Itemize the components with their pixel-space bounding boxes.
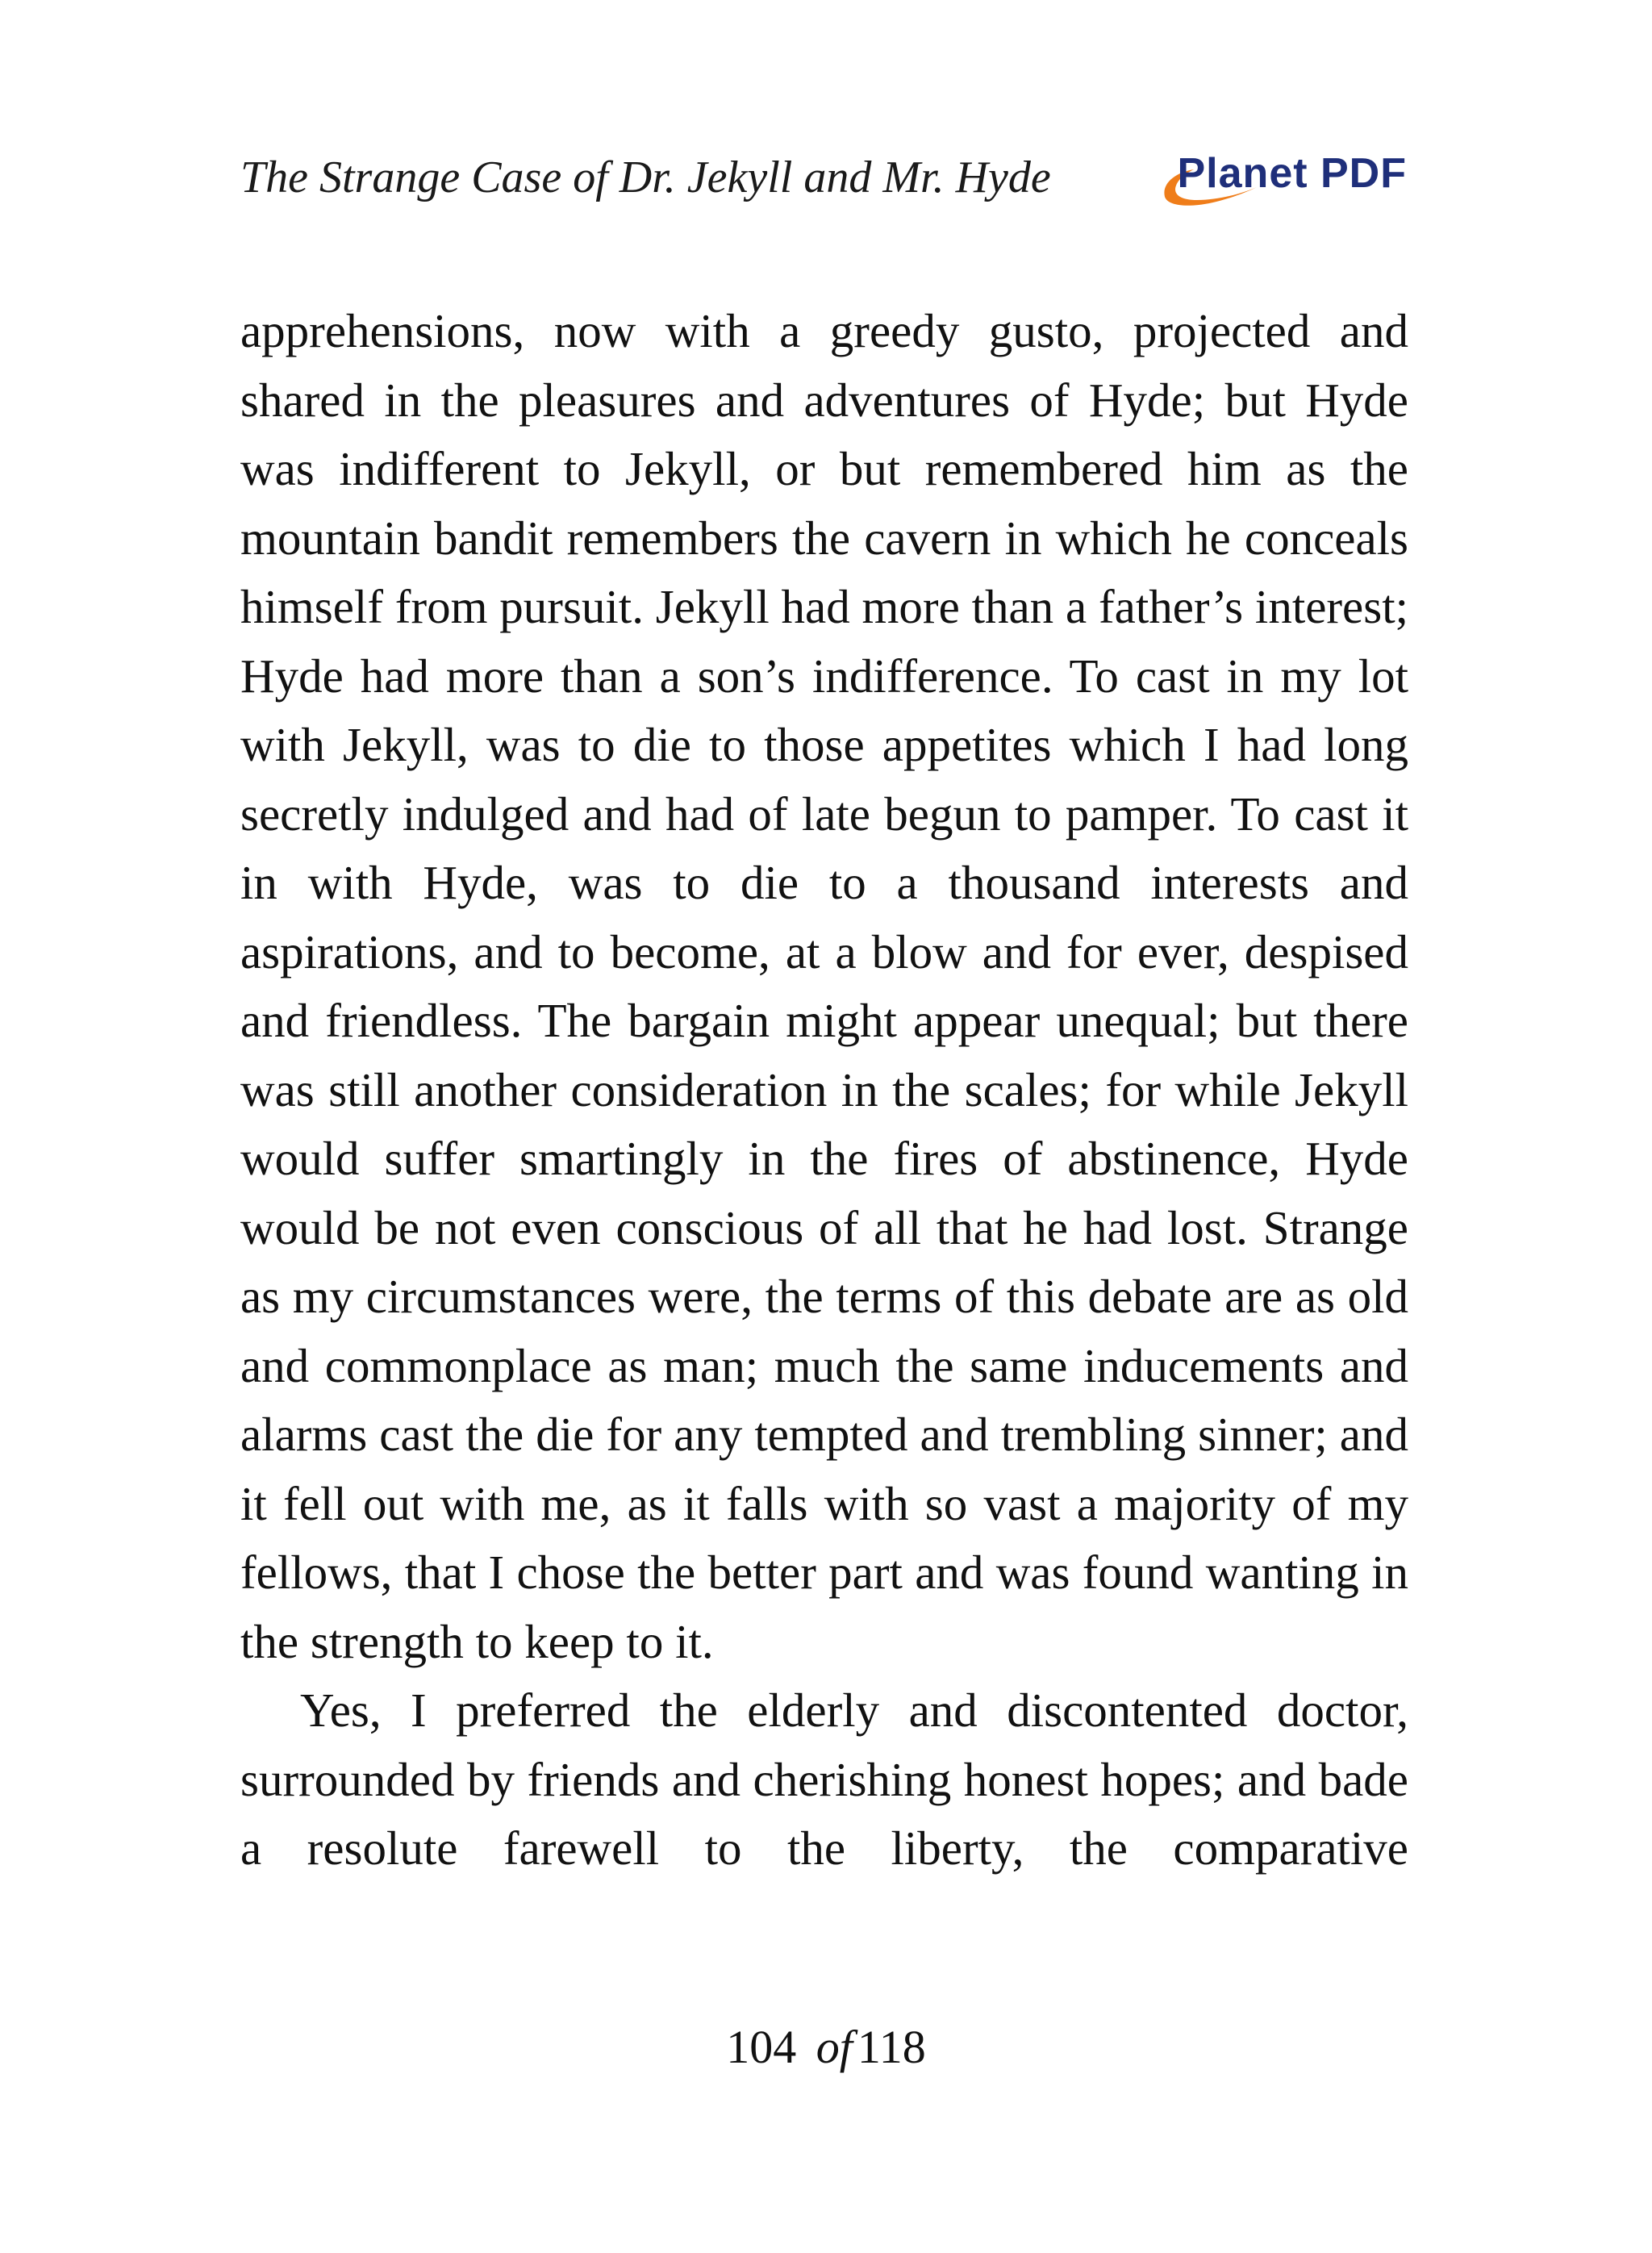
page-header (240, 145, 1408, 218)
paragraph-1: apprehensions, now with a greedy gusto, projected and shared in the pleasures and adventures of Hyde; but Hyde was indifferent to Jekyll, or but remembered him as the mountain bandit remembers the cavern in which he conceals himself from pursuit. Jekyll had more than a father’s interest; Hyde had more than a son’s indifference. To cast in my lot with Jekyll, was to die to those appetites which I had long secretly indulged and had of late begun to pamper. To cast it in with Hyde, was to die to a thousand interests and aspirations, and to become, at a blow and for ever, despised and friendless. The bargain might appear unequal; but there was still another consideration in the scales; for while Jekyll would suffer smartingly in the fires of abstinence, Hyde would be not even conscious of all that he had lost. Strange as my circumstances were, the terms of this debate are as old and commonplace as man; much the same inducements and alarms cast the die for any tempted and trembling sinner; and it fell out with me, as it falls with so vast a majority of my fellows, that I chose the better part and was found wanting in the strength to keep to it. (240, 304, 1408, 1668)
book-title: The Strange Case of Dr. Jekyll and Mr. Hyde (240, 152, 1051, 202)
planet-pdf-logo (1158, 145, 1408, 215)
logo-text: Planet PDF (1177, 150, 1407, 197)
page-number-current: 104 (726, 2021, 797, 2073)
page-number-of: of (816, 2021, 853, 2073)
page-footer (0, 2015, 1652, 2080)
paragraph-2: Yes, I preferred the elderly and discontented doctor, surrounded by friends and cherishing honest hopes; and bade a resolute farewell to the liberty, the comparative (240, 1683, 1408, 1875)
page-number-total: 118 (857, 2021, 926, 2073)
page-body (240, 297, 1408, 1884)
